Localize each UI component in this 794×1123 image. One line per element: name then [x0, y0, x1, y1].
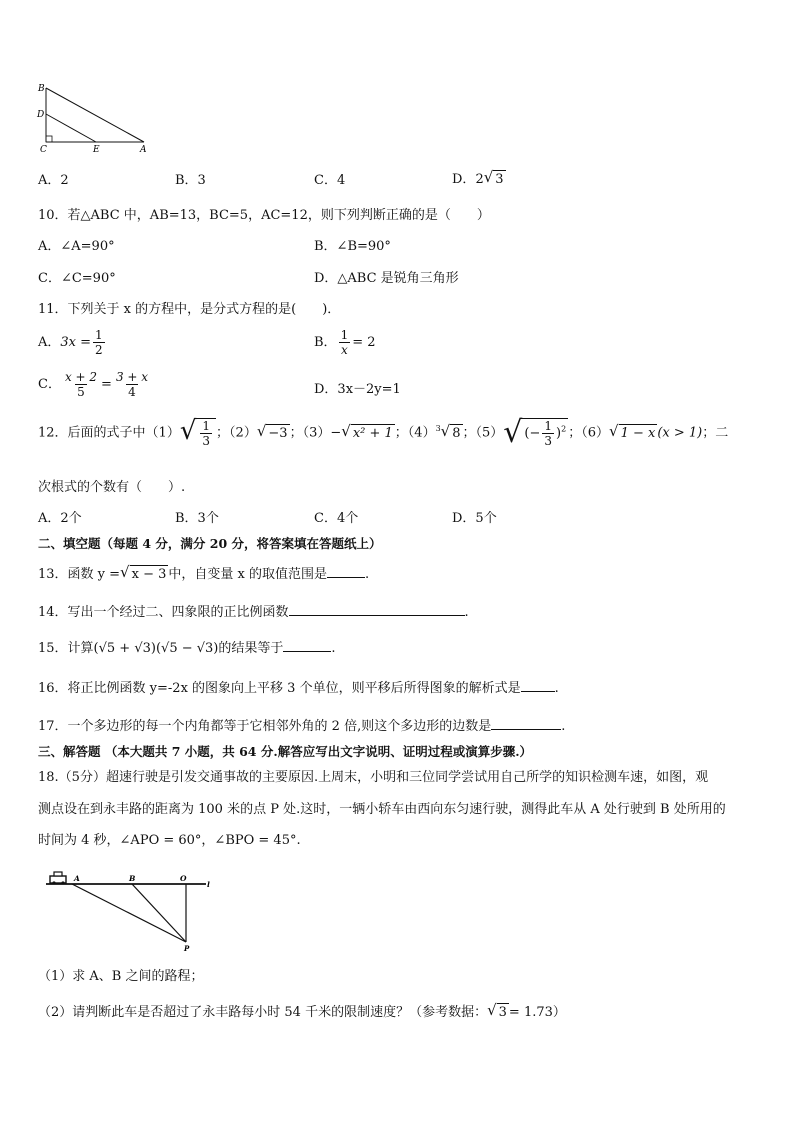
q18-sub1: （1）求 A、B 之间的路程；	[38, 969, 204, 984]
label-b: B	[129, 874, 136, 883]
q12-line2: 次根式的个数有（ ）.	[38, 480, 186, 495]
q12-option-a: A．2个	[38, 511, 82, 526]
q18-line1: 18.（5分）超速行驶是引发交通事故的主要原因.上周末，小明和三位同学尝试用自己所学的知识检测车速，如图，观	[38, 770, 709, 785]
car-icon	[50, 872, 66, 885]
q17: 17．一个多边形的每一个内角都等于它相邻外角的 2 倍,则这个多边形的边数是 .	[38, 719, 566, 734]
q12-option-d: D．5个	[452, 511, 497, 526]
q16-answer-blank[interactable]	[521, 679, 555, 692]
label-p: P	[184, 944, 190, 953]
q16: 16．将正比例函数 y=-2x 的图象向上平移 3 个单位，则平移后所得图象的解析式是 .	[38, 681, 559, 696]
label-c: C	[40, 145, 47, 155]
q10-option-b: B．∠B=90°	[314, 239, 391, 254]
q18-line3: 时间为 4 秒，∠APO = 60°，∠BPO = 45°.	[38, 833, 301, 848]
q11-stem: 11．下列关于 x 的方程中，是分式方程的是( )．	[38, 302, 341, 317]
q10-option-d: D．△ABC 是锐角三角形	[314, 271, 459, 286]
q9-option-d: D．2 √ 3	[452, 168, 504, 187]
section-3-heading: 三、解答题 （本大题共 7 小题，共 64 分.解答应写出文字说明、证明过程或演算步骤.）	[38, 744, 533, 759]
q9-option-a: A．2	[38, 173, 69, 188]
label-a: A	[74, 874, 80, 883]
q15: 15．计算(√5 + √3)(√5 − √3)的结果等于 .	[38, 641, 336, 656]
q17-answer-blank[interactable]	[491, 717, 561, 730]
q18-line2: 测点设在到永丰路的距离为 100 米的点 P 处.这时，一辆小轿车由西向东匀速行驶，测得此车从 A 处行驶到 B 处所用的	[38, 802, 726, 817]
label-o: O	[180, 874, 187, 883]
q12-option-c: C．4个	[314, 511, 359, 526]
q10-stem: 10．若△ABC 中，AB=13，BC=5，AC=12，则下列判断正确的是（ ）	[38, 208, 490, 223]
q14-answer-blank[interactable]	[289, 603, 465, 616]
triangle-figure	[34, 80, 154, 155]
q15-answer-blank[interactable]	[283, 639, 331, 652]
q11-option-d: D．3x－2y=1	[314, 382, 401, 397]
q10-option-a: A．∠A=90°	[38, 239, 115, 254]
label-a: A	[140, 145, 147, 155]
q18-sub2: （2）请判断此车是否超过了永丰路每小时 54 千米的限制速度？（参考数据： √ 3 = 1.73）	[38, 1001, 566, 1020]
q11-option-c: C． $\frac{x + 2}{5}$ = $\frac{3 + x}{4}$	[38, 370, 149, 399]
q9-option-b: B．3	[175, 173, 206, 188]
q11-option-b: B． $\frac{1}{x}$ = 2	[314, 328, 376, 357]
q9-option-c: C．4	[314, 173, 346, 188]
road-figure	[44, 868, 224, 954]
q12-option-b: B．3个	[175, 511, 219, 526]
section-2-heading: 二、填空题（每题 4 分，满分 20 分，将答案填在答题纸上）	[38, 536, 382, 551]
q13: 13．函数 y = √ x − 3 中，自变量 x 的取值范围是 .	[38, 563, 370, 582]
label-b: B	[38, 84, 45, 94]
label-d: D	[37, 110, 45, 120]
q13-answer-blank[interactable]	[327, 565, 365, 578]
q10-option-c: C．∠C=90°	[38, 271, 116, 286]
q12-stem: 12．后面的式子中（1） √ $\frac{1}{3}$ ；（2） √ −3 ；（3）− √ x² + 1 ；$(4)^3$ √ 8 ；（5） √ (− $\frac{1}{3}$ )$^2$ ；（6） √ 1 − x (x > 1)；二	[38, 415, 729, 450]
label-l: l	[207, 880, 210, 889]
q14: 14．写出一个经过二、四象限的正比例函数 .	[38, 605, 469, 620]
q11-option-a: A．3x = $\frac{1}{2}$	[38, 328, 103, 357]
label-e: E	[93, 145, 100, 155]
